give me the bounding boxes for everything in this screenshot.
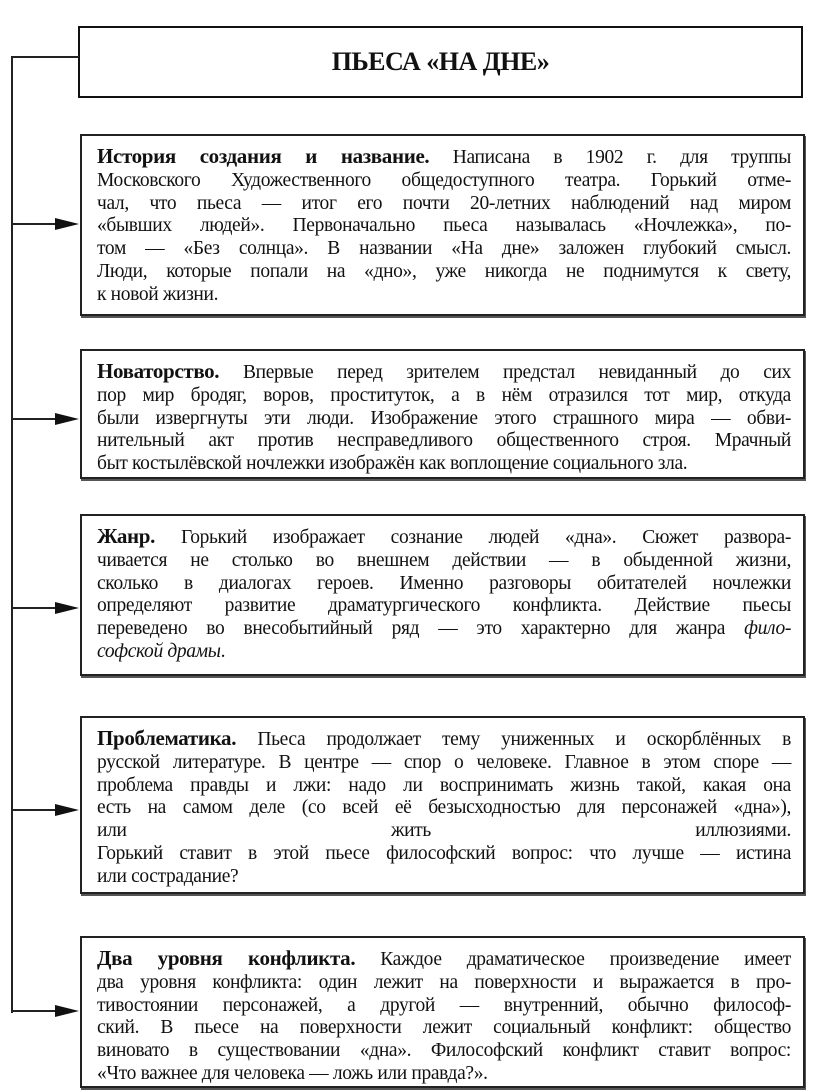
text-line [97,618,791,641]
section-heading: История создания и название. [97,144,430,168]
text-segment: Впервые перед зрителем предстал невиданный до сих [219,362,791,383]
connector-title-line [11,56,79,58]
text-line [97,866,791,889]
text-segment: пор мир бродяг, воров, проституток, а в нём отразился тот мир, откуда [97,384,791,406]
text-segment: том — «Без солнца». В названии «На дне» заложен глубокий смысл. [97,238,791,260]
text-segment: определяют развитие драматургического конфликта. Действие пьесы [97,595,791,617]
section-box-problems [80,716,805,894]
section-box-genre [80,514,805,676]
text-segment: быт костылёвской ночлежки изображён как воплощение социального зла. [97,453,688,475]
text-segment: тивостоянии персонажей, а другой — внутренний, обычно философ- [97,994,791,1016]
text-segment: переведено во внесобытийный ряд — это характерно для жанра [97,618,745,640]
text-line [97,408,791,431]
section-box-conflict [80,936,805,1088]
arrow-icon [11,601,79,615]
text-segment: русской литературе. В центре — спор о человеке. Главное в этом споре — [97,751,791,773]
page-title: ПЬЕСА «НА ДНЕ» [331,47,550,76]
text-line [97,797,791,820]
section-heading: Новаторство. [97,359,220,383]
text-segment: софской драмы [97,640,221,662]
text-segment: или сострадание? [97,865,239,887]
text-segment: проблема правды и лжи: надо ли воспринимать жизнь такой, какая она [97,774,791,796]
text-line [97,995,791,1018]
text-segment: есть на самом деле (со всей её безысходностью для персонажей «дна»), [97,797,791,819]
text-segment: ский. В пьесе на поверхности лежит социальный конфликт: общество [97,1017,791,1039]
text-line [97,1017,791,1040]
text-segment: Написана в 1902 г. для труппы [429,147,791,168]
text-segment: Горький ставит в этой пьесе философский вопрос: что лучше — истина [97,842,791,864]
text-segment: или жить иллюзиями. [97,820,791,842]
text-line [97,820,791,843]
text-segment: виновато в существовании «дна». Философский конфликт ставит вопрос: [97,1040,791,1062]
text-segment: нительный акт против несправедливого общественного строя. Мрачный [97,430,791,452]
text-segment: чивается не столько во внешнем действии — в обыденной жизни, [97,549,791,571]
section-heading: Проблематика. [97,726,237,750]
text-line [97,430,791,453]
text-segment: два уровня конфликта: один лежит на поверхности и выражается в про- [97,971,791,993]
arrow-icon [11,1004,79,1018]
arrow-icon [11,412,79,426]
text-line [97,145,791,170]
section-box-innovation [80,349,805,479]
text-segment: «Что важнее для человека — ложь или правда?». [97,1062,488,1084]
text-segment: сколько в диалогах героев. Именно разговоры обитателей ночлежки [97,572,791,594]
text-line [97,261,791,284]
text-line [97,727,791,752]
text-segment: Люди, которые попали на «дно», уже никогда не поднимутся к свету, [97,260,791,282]
section-heading: Жанр. [97,524,156,548]
text-line [97,215,791,238]
text-segment: фило- [744,618,791,640]
arrow-icon [11,217,79,231]
text-line [97,238,791,261]
text-line [97,1040,791,1063]
text-line [97,775,791,798]
section-box-history [80,134,805,316]
text-segment: Каждое драматическое произведение имеет [355,949,791,970]
text-line [97,573,791,596]
text-line [97,752,791,775]
text-segment: были извергнуты эти люди. Изображение этого страшного мира — обви- [97,407,791,429]
connector-vertical-line [11,56,13,1013]
text-segment: «бывших людей». Первоначально пьеса называлась «Ночлежка», по- [97,215,791,237]
arrow-icon [11,803,79,817]
text-line [97,193,791,216]
text-segment: Пьеса продолжает тему униженных и оскорблённых в [236,729,791,750]
text-line [97,1063,791,1086]
text-line [97,525,791,550]
text-line [97,972,791,995]
title-box [78,26,803,98]
text-line [97,595,791,618]
text-segment: чал, что пьеса — итог его почти 20-летних наблюдений над миром [97,192,791,214]
text-segment: к новой жизни. [97,283,219,305]
text-line [97,947,791,972]
text-line [97,641,791,664]
text-segment: Московского Художественного общедоступного театра. Горький отме- [97,169,791,191]
text-line [97,453,791,476]
text-line [97,385,791,408]
text-line [97,360,791,385]
text-line [97,170,791,193]
text-segment: . [220,640,226,662]
text-segment: Горький изображает сознание людей «дна». Сюжет развора- [155,527,791,548]
text-line [97,843,791,866]
section-heading: Два уровня конфликта. [97,946,356,970]
text-line [97,284,791,307]
text-line [97,550,791,573]
